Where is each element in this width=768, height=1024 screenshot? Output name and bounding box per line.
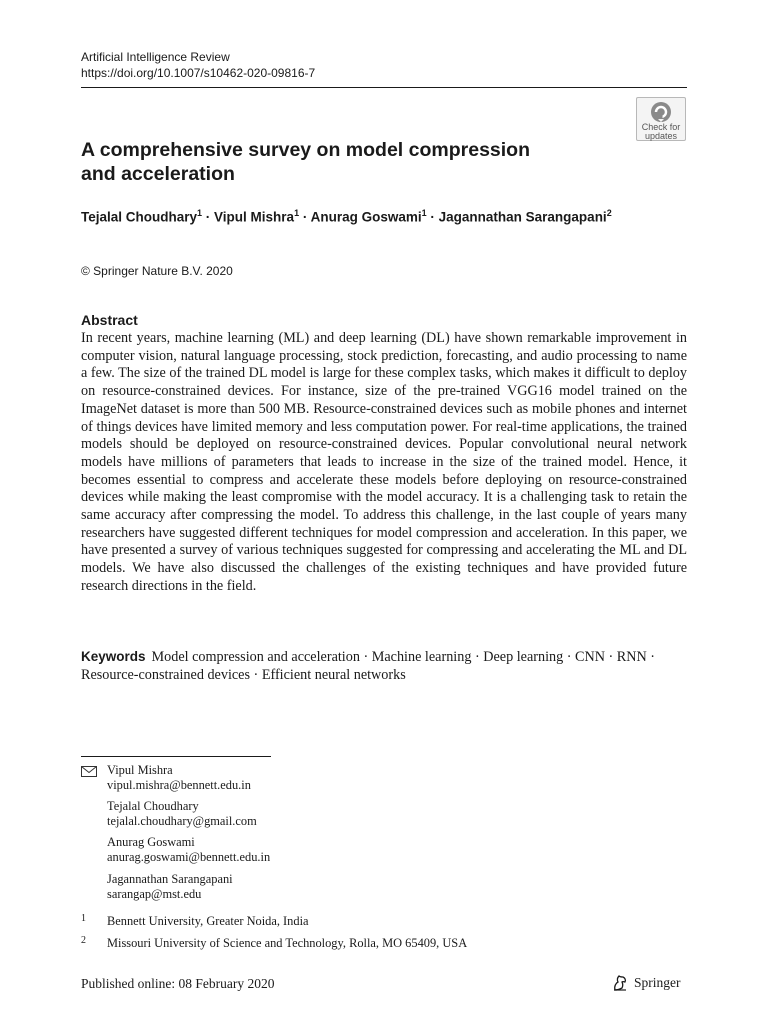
journal-name: Artificial Intelligence Review <box>81 50 230 64</box>
author-separator: · <box>299 209 311 225</box>
affiliation-number: 1 <box>81 913 86 924</box>
author-separator: · <box>426 209 439 225</box>
author-name: Tejalal Choudhary <box>81 209 198 225</box>
author-affiliation-mark: 1 <box>421 208 427 218</box>
header-rule <box>81 87 687 88</box>
check-for-updates-badge[interactable] <box>636 97 686 141</box>
keywords-list: Model compression and acceleration · Machine learning · Deep learning · CNN · RNN · Resource-constrained devices · Efficient neural networks <box>81 649 656 683</box>
author-affiliation-mark: 2 <box>606 208 612 218</box>
contact-name: Vipul Mishra <box>107 763 173 777</box>
keywords-block <box>81 648 687 684</box>
title-line-1: A comprehensive survey on model compression <box>81 139 531 161</box>
doi-link[interactable]: https://doi.org/10.1007/s10462-020-09816-7 <box>81 66 316 80</box>
contact-name: Jagannathan Sarangapani <box>107 872 233 886</box>
title-line-2: and acceleration <box>81 163 235 185</box>
author-separator: · <box>202 209 215 225</box>
keywords-label: Keywords <box>81 649 146 664</box>
abstract-text: In recent years, machine learning (ML) and deep learning (DL) have shown remarkable improvement in computer vision, natural language processing, stock prediction, forecasting, and audio processing to name a few. The size of the trained DL model is large for these complex tasks, which makes it difficult to deploy on resource-constrained devices. For instance, size of the pre-trained VGG16 model trained on the ImageNet dataset is more than 500 MB. Resource-constrained devices such as mobile phones and internet of things devices have limited memory and less computation power. For real-time applications, the trained models should be deployed on resource-constrained devices. Popular convolutional neural network models have millions of parameters that leads to increase in the size of the trained model. Hence, it becomes essential to compress and accelerate these models before deploying on resource-constrained devices while making the least compromise with the model accuracy. It is a challenging task to retain the same accuracy after compressing the model. To address this challenge, in the last couple of years many researchers have suggested different techniques for model compression and acceleration. In this paper, we have presented a survey of various techniques suggested for compressing and accelerating the ML and DL models. We have also discussed the challenges of the existing techniques and have provided future research directions in the field. <box>81 330 687 594</box>
envelope-icon <box>81 766 97 777</box>
author-contact <box>107 835 270 865</box>
check-for-updates-icon <box>649 101 673 123</box>
footnote-rule <box>81 756 271 757</box>
publisher-name: Springer <box>634 975 681 990</box>
published-date: Published online: 08 February 2020 <box>81 976 275 991</box>
contact-email[interactable]: anurag.goswami@bennett.edu.in <box>107 850 271 864</box>
author-affiliation-mark: 1 <box>294 208 300 218</box>
author-contact <box>107 799 257 829</box>
springer-logo <box>611 974 681 992</box>
author-contact <box>107 872 233 902</box>
corresponding-author-contact <box>107 763 251 793</box>
paper-title <box>81 138 601 186</box>
affiliation-text: Bennett University, Greater Noida, India <box>107 914 309 928</box>
author-name: Vipul Mishra <box>214 209 295 225</box>
affiliation-text: Missouri University of Science and Technology, Rolla, MO 65409, USA <box>107 936 468 950</box>
copyright-notice: © Springer Nature B.V. 2020 <box>81 264 233 278</box>
author-list <box>81 208 612 225</box>
author-affiliation-mark: 1 <box>197 208 203 218</box>
journal-header <box>81 49 315 81</box>
springer-horse-icon <box>611 974 629 992</box>
check-badge-line2: updates <box>644 131 678 141</box>
contact-email[interactable]: vipul.mishra@bennett.edu.in <box>107 778 251 792</box>
author-name: Jagannathan Sarangapani <box>438 209 607 225</box>
contact-email[interactable]: tejalal.choudhary@gmail.com <box>107 814 257 828</box>
contact-name: Tejalal Choudhary <box>107 799 199 813</box>
abstract-heading: Abstract <box>81 312 138 328</box>
affiliation-number: 2 <box>81 935 86 946</box>
contact-email[interactable]: sarangap@mst.edu <box>107 887 202 901</box>
check-badge-line1: Check for <box>641 122 681 132</box>
contact-name: Anurag Goswami <box>107 835 195 849</box>
author-name: Anurag Goswami <box>310 209 422 225</box>
